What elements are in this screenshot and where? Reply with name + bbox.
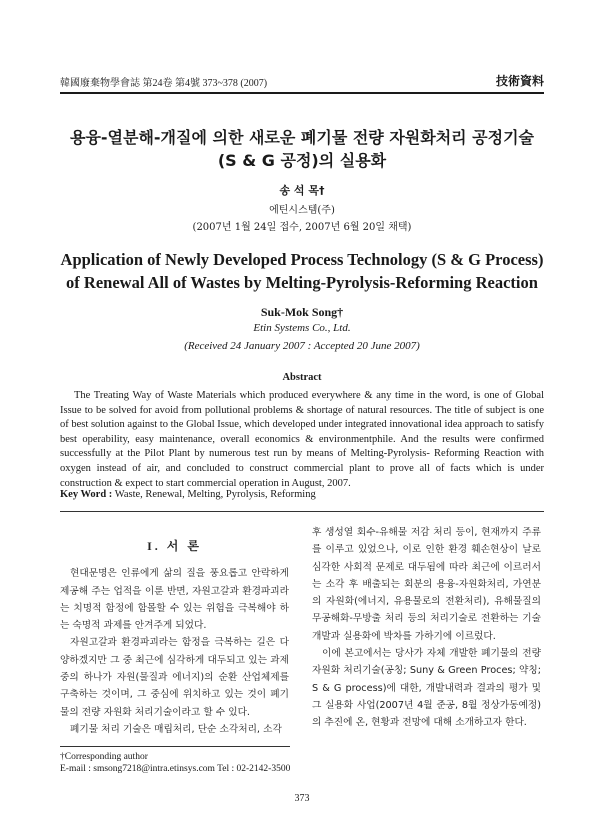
korean-title: [60, 126, 544, 172]
running-header: [60, 72, 544, 90]
keywords-text: Waste, Renewal, Melting, Pyrolysis, Reforming: [114, 489, 316, 500]
english-author: Suk-Mok Song†: [260, 305, 344, 319]
korean-author: 송 석 목†: [279, 184, 325, 197]
paragraph: 자원고갈과 환경파괴라는 함정을 극복하는 길은 다양하겠지만 그 중 최근에 심각하게 대두되고 있는 과제 중의 하나가 자원(물질과 에너지)의 순환 산업체제를 구축하는 것이며, 그 중심에 위치하고 있는 것이 폐기물의 전량 자원화 처리기술이라고 할 수 있다.: [60, 637, 289, 718]
english-title-line2: of Renewal All of Wastes by Melting-Pyrolysis-Reforming Reaction: [66, 273, 538, 292]
journal-citation: 韓國廢棄物學會誌 第24卷 第4號 373~378 (2007): [60, 78, 268, 89]
abstract-heading: Abstract: [282, 372, 322, 383]
english-affiliation: Etin Systems Co., Ltd.: [253, 322, 351, 334]
left-column: [60, 524, 289, 738]
header-rule: [60, 92, 544, 94]
keywords: [60, 489, 544, 500]
section-tag: 技術資料: [495, 74, 544, 88]
paragraph: 후 생성열 회수-유해물 저감 처리 등이, 현재까지 주류를 이루고 있었으나, 이로 인한 환경 훼손현상이 날로 심각한 사회적 문제로 대두됨에 따라 최근에 이르러서는 소각 후 배출되는 회분의 용융-자원화처리, 가연분의 자원화(에너지, 유용물로의 전환처리), 유해물질의 무공해화-무방출 처리 등의 처리기술로 전환하는 기술 개발과 실용화에 박차를 가하기에 이르렀다.: [312, 527, 541, 642]
korean-title-line1: 용융-열분해-개질에 의한 새로운 폐기물 전량 자원화처리 공정기술: [69, 128, 535, 147]
english-dates: (Received 24 January 2007 : Accepted 20 June 2007): [184, 340, 420, 352]
keywords-label: Key Word :: [60, 489, 113, 500]
english-title: [60, 248, 544, 294]
page-number: 373: [294, 793, 310, 804]
footnote-rule: [60, 746, 290, 747]
paragraph: 현대문명은 인류에게 삶의 질을 풍요롭고 안락하게 제공해 주는 업적을 이룬 반면, 자원고갈과 환경파괴라는 치명적 함정에 함몰할 수 있는 위험을 극복해야 하는 숙명적 과제를 안겨주게 되었다.: [60, 568, 289, 632]
abstract-body: The Treating Way of Waste Materials which produced everywhere & any time in the word, is one of Global Issue to be solved for avoid from pollutional problems & shortage of natural resources. The title of subject is one of best solution against to the Global Issue, which developed under integrated innovational idea approach to satisfy best operability, easy maintenance, overall economics & environmentphile. And the results were confirmed successfully at the Pilot Plant by numerous test run by means of Melting-Pyrolysis- Reforming Reaction with oxygen instead of air, and concluded to construct commercial plant to prove all of facts which is under construction & expect to start commercial operation in August, 2007.: [60, 390, 544, 489]
paragraph: 폐기물 처리 기술은 매립처리, 단순 소각처리, 소각: [70, 723, 282, 735]
keywords-rule: [60, 511, 544, 512]
paragraph: 이에 본고에서는 당사가 자체 개발한 폐기물의 전량 자원화 처리기술(공칭; Suny & Green Proces; 약칭; S & G process)에 대한, 개발내력과 결과의 평가 및 그 실용화 사업(2007년 4월 준공, 8월 정상가동예정)의 추진에 온, 현황과 전망에 대해 소개하고자 한다.: [312, 648, 541, 729]
korean-affiliation: 에틴시스템(주): [269, 205, 335, 216]
section-heading-introduction: I. 서 론: [147, 539, 202, 553]
korean-dates: (2007년 1월 24일 접수, 2007년 6월 20일 채택): [192, 222, 412, 233]
footnote-corresponding: †Corresponding author: [60, 752, 148, 762]
right-column: [312, 524, 541, 732]
korean-title-line2: (S & G 공정)의 실용화: [217, 151, 387, 170]
footnote-contact: E-mail : smsong7218@intra.etinsys.com Tel : 02-2142-3500: [60, 764, 291, 774]
english-title-line1: Application of Newly Developed Process Technology (S & G Process): [60, 250, 544, 269]
footnote: [60, 751, 290, 775]
